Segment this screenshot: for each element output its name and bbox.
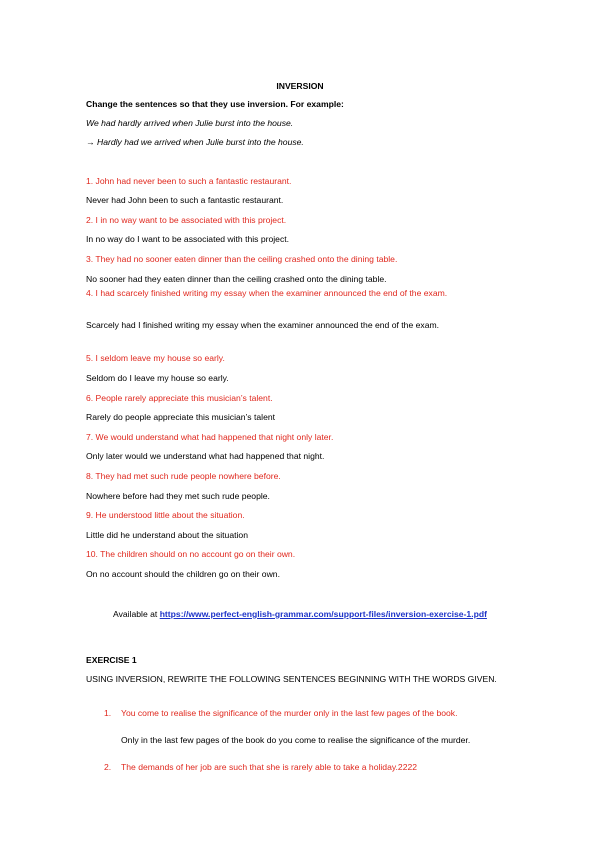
instruction-text: Change the sentences so that they use inversion. For example:	[86, 99, 344, 109]
question-1: 1. John had never been to such a fantastic restaurant.	[86, 176, 292, 186]
question-6: 6. People rarely appreciate this musician’s talent.	[86, 393, 273, 403]
question-8: 8. They had met such rude people nowhere before.	[86, 471, 281, 481]
source-link[interactable]: https://www.perfect-english-grammar.com/support-files/inversion-exercise-1.pdf	[159, 609, 487, 619]
answer-1: Never had John been to such a fantastic restaurant.	[86, 195, 284, 205]
exercise-item-1: You come to realise the significance of the murder only in the last few pages of the book.	[121, 708, 458, 718]
exercise-item-number: 1.	[104, 708, 112, 718]
exercise-title: EXERCISE 1	[86, 655, 137, 665]
answer-6: Rarely do people appreciate this musician’s talent	[86, 412, 276, 422]
question-2: 2. I in no way want to be associated with this project.	[86, 215, 287, 225]
source-line	[0, 609, 600, 620]
exercise-item-number: 2.	[104, 762, 112, 772]
question-7: 7. We would understand what had happened that night only later.	[86, 432, 334, 442]
answer-4: Scarcely had I finished writing my essay when the examiner announced the end of the exam.	[86, 320, 440, 330]
exercise-item-2: The demands of her job are such that she is rarely able to take a holiday.2222	[121, 762, 418, 772]
answer-7: Only later would we understand what had happened that night.	[86, 451, 325, 461]
answer-5: Seldom do I leave my house so early.	[86, 373, 229, 383]
question-5: 5. I seldom leave my house so early.	[86, 353, 225, 363]
exercise-instruction: USING INVERSION, REWRITE THE FOLLOWING SENTENCES BEGINNING WITH THE WORDS GIVEN.	[86, 674, 497, 684]
question-4: 4. I had scarcely finished writing my essay when the examiner announced the end of the exam.	[86, 288, 448, 298]
page-title: INVERSION	[276, 81, 324, 91]
question-9: 9. He understood little about the situation.	[86, 510, 245, 520]
answer-8: Nowhere before had they met such rude people.	[86, 491, 270, 501]
exercise-answer-1: Only in the last few pages of the book do you come to realise the significance of the murder.	[121, 735, 471, 745]
answer-10: On no account should the children go on their own.	[86, 569, 280, 579]
question-10: 10. The children should on no account go on their own.	[86, 549, 296, 559]
example-original: We had hardly arrived when Julie burst into the house.	[86, 118, 294, 128]
question-3: 3. They had no sooner eaten dinner than the ceiling crashed onto the dining table.	[86, 254, 398, 264]
answer-3: No sooner had they eaten dinner than the ceiling crashed onto the dining table.	[86, 274, 387, 284]
source-label: Available at	[113, 609, 158, 619]
answer-9: Little did he understand about the situation	[86, 530, 248, 540]
example-answer: → Hardly had we arrived when Julie burst into the house.	[86, 137, 304, 147]
answer-2: In no way do I want to be associated with this project.	[86, 234, 290, 244]
